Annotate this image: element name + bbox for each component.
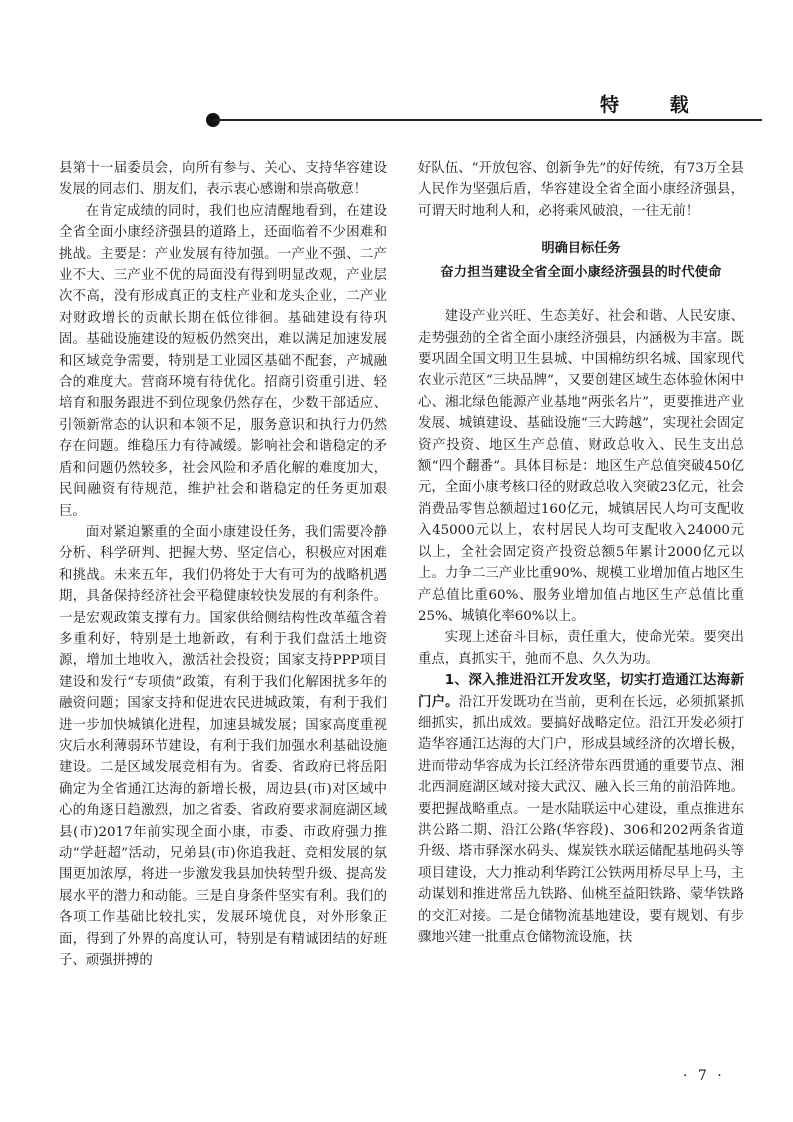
paragraph: 实现上述奋斗目标，责任重大，使命光荣。要突出重点，真抓实干，弛而不息、久久为功。 [418, 630, 744, 667]
paragraph: 县第十一届委员会，向所有参与、关心、支持华容建设发展的同志们、朋友们，表示衷心感谢和崇高敬意！ [59, 161, 387, 198]
paragraph: 面对紧迫繁重的全面小康建设任务，我们需要冷静分析、科学研判、把握大势、坚定信心，积极应对困难和挑战。未来五年，我们仍将处于大有可为的战略机遇期，具备保持经济社会平稳健康较快发展的有利条件。一是宏观政策支撑有力。国家供给侧结构性改革蕴含着多重利好，特别是土地新政，有利于我们盘活土地资源，增加土地收入，激活社会投资；国家支持PPP项目建设和发行“专项债”政策，有利于我们化解困扰多年的融资问题；国家支持和促进农民进城政策，有利于我们进一步加快城镇化进程，加速县城发展；国家高度重视灾后水利薄弱环节建设，有利于我们加强水利基础设施建设。二是区域发展竞相有为。省委、省政府已将岳阳确定为全省通江达海的新增长极，周边县(市)对区域中心的角逐日趋激烈，加之省委、省政府要求洞庭湖区域县(市)2017年前实现全面小康，市委、市政府强力推动“学赶超”活动，兄弟县(市)你追我赶、竞相发展的氛围更加浓厚，将进一步激发我县加快转型升级、提高发展水平的潜力和动能。三是自身条件坚实有利。我们的各项工作基础比较扎实，发展环境优良，对外形象正面，得到了外界的高度认可，特别是有精诚团结的好班子、顽强拼搏的 [59, 524, 387, 969]
header-rule [214, 119, 762, 121]
right-column [418, 158, 744, 948]
paragraph: 建设产业兴旺、生态美好、社会和谐、人民安康、走势强劲的全省全面小康经济强县，内涵极为丰富。既要巩固全国文明卫生县城、中国棉纺织名城、国家现代农业示范区“三块品牌”，又要创建区域生态体验休闲中心、湘北绿色能源产业基地“两张名片”，更要推进产业发展、城镇建设、基础设施“三大跨越”，实现社会固定资产投资、地区生产总值、财政总收入、民生支出总额“四个翻番”。具体目标是：地区生产总值突破450亿元，全面小康考核口径的财政总收入突破23亿元，社会消费品零售总额超过160亿元，城镇居民人均可支配收入45000元以上，农村居民人均可支配收入24000元以上，全社会固定资产投资总额5年累计2000亿元以上。力争二三产业比重90%、规模工业增加值占地区生产总值比重60%、服务业增加值占地区生产总值比重25%、城镇化率60%以上。 [418, 309, 744, 624]
page-number: · 7 · [683, 1068, 725, 1084]
section-subtitle: 奋力担当建设全省全面小康经济强县的时代使命 [440, 265, 722, 281]
paragraph-body: 沿江开发既功在当前，更利在长远，必须抓紧抓细抓实，抓出成效。要搞好战略定位。沿江开发必须打造华容通江达海的大门户，形成县域经济的次增长极，进而带动华容成为长江经济带东西贯通的重要节点、湘北西洞庭湖区域对接大武汉、融入长三角的前沿阵地。要把握战略重点。一是水陆联运中心建设，重点推进东洪公路二期、沿江公路(华容段)、306和202两条省道升级、塔市驿深水码头、煤炭铁水联运储配基地码头等项目建设，大力推动利华跨江公铁两用桥尽早上马，主动谋划和推进常岳九铁路、仙桃至益阳铁路、蒙华铁路的交汇对接。二是仓储物流基地建设，要有规划、有步骤地兴建一批重点仓储物流设施，扶 [418, 694, 745, 945]
section-title: 明确目标任务 [541, 241, 621, 257]
paragraph: 好队伍、“开放包容、创新争先”的好传统，有73万全县人民作为坚强后盾，华容建设全省全面小康经济强县，可谓天时地利人和，必将乘风破浪，一往无前！ [418, 161, 744, 219]
paragraph: 在肯定成绩的同时，我们也应清醒地看到，在建设全省全面小康经济强县的道路上，还面临着不少困难和挑战。主要是：产业发展有待加强。一产业不强、二产业不大、三产业不优的局面没有得到明显改观，产业层次不高，没有形成真正的支柱产业和龙头企业，二产业对财政增长的贡献长期在低位徘徊。基础建设有待巩固。基础设施建设的短板仍然突出，难以满足加速发展和区域竞争需要，特别是工业园区基础不配套，产城融合的难度大。营商环境有待优化。招商引资重引进、轻培育和服务跟进不到位现象仍然存在，少数干部适应、引领新常态的认识和本领不足，服务意识和执行力仍然存在问题。维稳压力有待减缓。影响社会和谐稳定的矛盾和问题仍然较多，社会风险和矛盾化解的难度加大，民间融资有待规范，维护社会和谐稳定的任务更加艰巨。 [59, 203, 387, 519]
left-column [59, 158, 387, 971]
subsection-heading: 1、深入推进沿江开发攻坚，切实打造通江达海新门户。 [418, 673, 744, 710]
paragraph [418, 670, 744, 948]
header-title: 特 载 [600, 94, 711, 116]
